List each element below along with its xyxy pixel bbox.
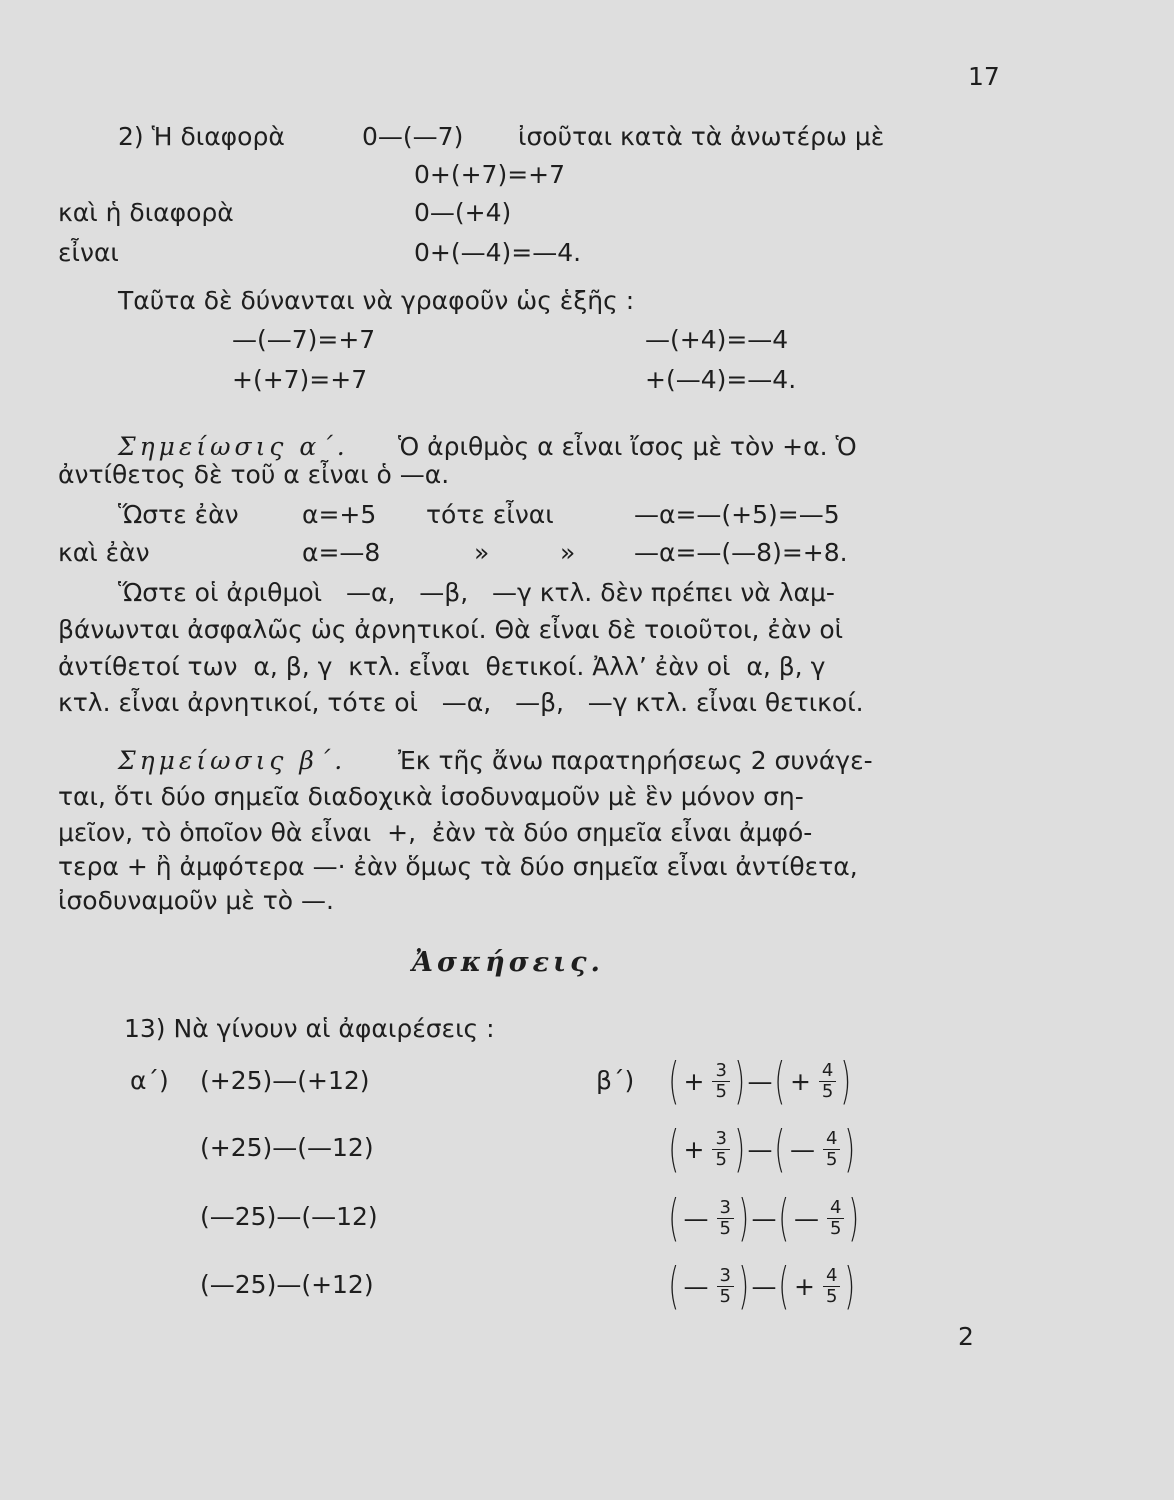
sign: — xyxy=(794,1203,819,1233)
open-paren: ( xyxy=(668,1189,680,1247)
note-a-para-2: βάνωνται ἀσφαλῶς ὡς ἀρνητικοί. Θὰ εἶναι δὲ τοιοῦτοι, ἐὰν οἱ xyxy=(58,615,844,644)
sign: + xyxy=(789,1066,811,1096)
fraction: $\frac{3}{5}$ xyxy=(717,1198,734,1239)
minus-sign: — xyxy=(747,1066,773,1096)
note-a-ex2-ditto2: » xyxy=(560,538,576,567)
note-a-ex1-lead: Ὥστε ἐὰν xyxy=(118,500,239,529)
exercise-a-item-3: (—25)—(—12) xyxy=(200,1202,378,1231)
note-a-ex2-result: —α=—(—8)=+8. xyxy=(634,538,848,567)
fraction: $\frac{4}{5}$ xyxy=(823,1266,840,1307)
fraction: $\frac{3}{5}$ xyxy=(717,1266,734,1307)
written-as-right-1: —(+4)=—4 xyxy=(645,325,789,354)
signature-mark: 2 xyxy=(958,1322,974,1351)
sign: + xyxy=(794,1271,815,1301)
close-paren: ) xyxy=(734,1120,746,1178)
exercise-b-item xyxy=(668,1188,860,1248)
remark2-expr2: 0—(+4) xyxy=(414,198,512,227)
open-paren: ( xyxy=(778,1257,790,1315)
note-b-line1: Ἐκ τῆς ἄνω παρατηρήσεως 2 συνάγε- xyxy=(398,746,873,775)
note-a-line2: ἀντίθετος δὲ τοῦ α εἶναι ὁ —α. xyxy=(58,460,450,489)
note-b-line-2: ται, ὅτι δύο σημεῖα διαδοχικὰ ἰσοδυναμοῦν μὲ ἓν μόνον ση- xyxy=(58,782,804,811)
remark2-eq1: 0+(+7)=+7 xyxy=(414,160,566,189)
close-paren: ) xyxy=(848,1189,860,1247)
note-a-para-3: ἀντίθετοί των α, β, γ κτλ. εἶναι θετικοί. Ἀλλ’ ἐὰν οἱ α, β, γ xyxy=(58,652,826,681)
note-a-para-1: Ὥστε οἱ ἀριθμοὶ —α, —β, —γ κτλ. δὲν πρέπει νὰ λαμ- xyxy=(118,578,835,607)
note-a-ex2-given: α=—8 xyxy=(302,538,381,567)
exercise-a-item-1: (+25)—(+12) xyxy=(200,1066,370,1095)
note-a-ex1-then: τότε εἶναι xyxy=(426,500,554,529)
fraction: $\frac{4}{5}$ xyxy=(823,1129,840,1170)
remark2-expr: 0—(—7) xyxy=(362,122,464,151)
remark2-label: 2) Ἡ διαφορὰ xyxy=(118,122,285,151)
fraction: $\frac{4}{5}$ xyxy=(827,1198,844,1239)
remark2-eq2: 0+(—4)=—4. xyxy=(414,238,582,267)
minus-sign: — xyxy=(751,1203,777,1233)
open-paren: ( xyxy=(668,1257,680,1315)
note-a-ex2-ditto1: » xyxy=(474,538,490,567)
exercise-a-label: α΄) xyxy=(130,1066,169,1095)
exercise-b-item xyxy=(668,1051,852,1111)
close-paren: ) xyxy=(840,1052,852,1110)
open-paren: ( xyxy=(668,1052,680,1110)
note-a-ex2-lead: καὶ ἐὰν xyxy=(58,538,150,567)
sign: + xyxy=(683,1066,705,1096)
note-a-para-4: κτλ. εἶναι ἀρνητικοί, τότε οἱ —α, —β, —γ κτλ. εἶναι θετικοί. xyxy=(58,688,864,717)
minus-sign: — xyxy=(747,1134,773,1164)
remark2-label3: εἶναι xyxy=(58,238,119,267)
note-b-title: Σημείωσις β΄. xyxy=(118,746,347,775)
fraction: $\frac{3}{5}$ xyxy=(712,1061,729,1102)
note-a-line1: Ὁ ἀριθμὸς α εἶναι ἴσος μὲ τὸν +α. Ὁ xyxy=(398,432,857,461)
written-as-left-2: +(+7)=+7 xyxy=(232,365,368,394)
exercises-heading: Ἀσκήσεις. xyxy=(412,947,604,978)
exercise-13-prompt: 13) Νὰ γίνουν αἱ ἀφαιρέσεις : xyxy=(124,1014,495,1043)
open-paren: ( xyxy=(778,1189,790,1247)
open-paren: ( xyxy=(774,1052,786,1110)
note-b-line-4: τερα + ἢ ἀμφότερα —· ἐὰν ὅμως τὰ δύο σημεῖα εἶναι ἀντίθετα, xyxy=(58,852,858,881)
remark2-label2: καὶ ἡ διαφορὰ xyxy=(58,198,234,227)
sign: — xyxy=(683,1203,709,1233)
written-as-right-2: +(—4)=—4. xyxy=(645,365,797,394)
exercise-b-label: β΄) xyxy=(596,1066,635,1095)
fraction: $\frac{3}{5}$ xyxy=(712,1129,729,1170)
exercise-a-item-2: (+25)—(—12) xyxy=(200,1133,374,1162)
sign: + xyxy=(683,1134,705,1164)
open-paren: ( xyxy=(668,1120,680,1178)
written-as-left-1: —(—7)=+7 xyxy=(232,325,376,354)
exercise-b-item xyxy=(668,1256,856,1316)
sign: — xyxy=(683,1271,709,1301)
close-paren: ) xyxy=(844,1257,856,1315)
remark2-tail: ἰσοῦται κατὰ τὰ ἀνωτέρω μὲ xyxy=(518,122,885,151)
fraction: $\frac{4}{5}$ xyxy=(819,1061,836,1102)
page-number: 17 xyxy=(968,62,1000,91)
close-paren: ) xyxy=(738,1257,750,1315)
minus-sign: — xyxy=(751,1271,777,1301)
open-paren: ( xyxy=(774,1120,786,1178)
exercise-b-item xyxy=(668,1119,856,1179)
close-paren: ) xyxy=(738,1189,750,1247)
written-as-intro: Ταῦτα δὲ δύνανται νὰ γραφοῦν ὡς ἑξῆς : xyxy=(118,286,635,315)
note-a-title: Σημείωσις α΄. xyxy=(118,432,349,461)
note-a-ex1-given: α=+5 xyxy=(302,500,377,529)
note-b-line-5: ἰσοδυναμοῦν μὲ τὸ —. xyxy=(58,886,334,915)
note-a-ex1-result: —α=—(+5)=—5 xyxy=(634,500,840,529)
close-paren: ) xyxy=(844,1120,856,1178)
note-b-line-3: μεῖον, τὸ ὁποῖον θὰ εἶναι +, ἐὰν τὰ δύο σημεῖα εἶναι ἀμφό- xyxy=(58,818,813,847)
sign: — xyxy=(789,1134,815,1164)
exercise-a-item-4: (—25)—(+12) xyxy=(200,1270,374,1299)
close-paren: ) xyxy=(734,1052,746,1110)
